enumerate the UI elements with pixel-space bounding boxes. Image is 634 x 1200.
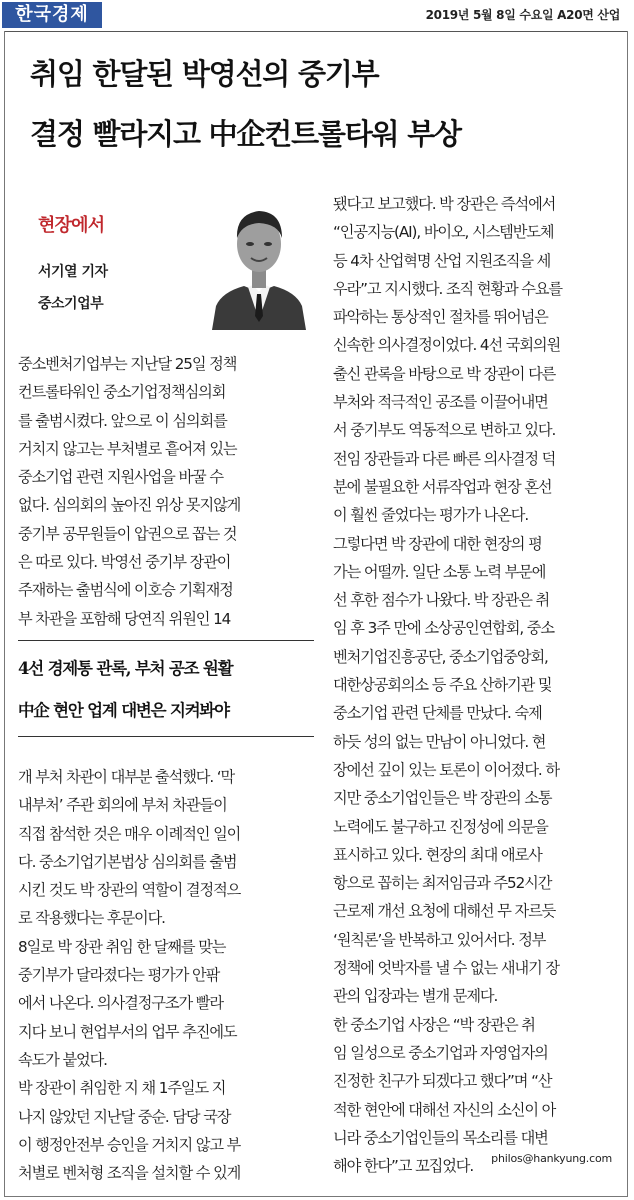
article-text-line: 8일로 박 장관 취임 한 달째를 맞는 [18, 937, 226, 956]
article-text-line: 지다 보니 현업부서의 업무 추진에도 [18, 1022, 237, 1041]
article-text-line: 출신 관록을 바탕으로 박 장관이 다른 [333, 364, 556, 383]
article-text-line: 시킨 것도 박 장관의 역할이 결정적으 [18, 881, 241, 900]
article-text-line: 해야 한다”고 꼬집었다. [333, 1157, 474, 1176]
article-text-line: 없다. 심의회의 높아진 위상 못지않게 [18, 496, 241, 515]
article-text-line: 나지 않았던 지난달 중순. 담당 국장 [18, 1107, 231, 1126]
reporter-photo [210, 188, 308, 330]
article-text-line: 임 후 3주 만에 소상공인연합회, 중소 [333, 619, 554, 638]
article-text-line: 거치지 않고는 부처별로 흩어져 있는 [18, 439, 237, 458]
article-text-line: 한 중소기업 사장은 “박 장관은 취 [333, 1015, 535, 1034]
article-text-line: 표시하고 있다. 현장의 최대 애로사 [333, 845, 542, 864]
left-column-bottom [18, 763, 313, 1187]
subheadline-line-1: 4선 경제통 관록, 부처 공조 원활 [18, 659, 233, 678]
article-text-line: 됐다고 보고했다. 박 장관은 즉석에서 [333, 195, 556, 213]
article-text-line: ‘원칙론’을 반복하고 있어서다. 정부 [333, 930, 546, 949]
article-text-line: 이 행정안전부 승인을 거치지 않고 부 [18, 1135, 241, 1154]
article-text-line: 임 일성으로 중소기업과 자영업자의 [333, 1043, 548, 1062]
article-text-line: 노력에도 불구하고 진정성에 의문을 [333, 817, 548, 836]
article-text-line: 중소기업 관련 지원사업을 바꿀 수 [18, 468, 223, 487]
article-text-line: 다. 중소기업기본법상 심의회를 출범 [18, 852, 237, 871]
article-text-line: 진정한 친구가 되겠다고 했다”며 “산 [333, 1072, 552, 1091]
article-text-line: “인공지능(AI), 바이오, 시스템반도체 [333, 223, 554, 242]
article-text-line: 부 차관을 포함해 당연직 위원인 14 [18, 609, 231, 628]
subheadline-rule-top [18, 640, 314, 641]
headline-line-2: 결정 빨라지고 中企컨트롤타워 부상 [30, 117, 461, 151]
article-text-line: 대한상공회의소 등 주요 산하기관 및 [333, 676, 552, 695]
article-text-line: 속도가 붙었다. [18, 1050, 107, 1069]
article-text-line: 중기부 공무원들이 압권으로 꼽는 것 [18, 524, 237, 543]
subheadline-line-2: 中企 현안 업계 대변은 지켜봐야 [18, 701, 229, 720]
article-text-line: 파악하는 통상적인 절차를 뛰어넘은 [333, 308, 548, 327]
article-text-line: 지만 중소기업인들은 박 장관의 소통 [333, 789, 552, 808]
article-text-line: 주재하는 출범식에 이호승 기획재정 [18, 581, 233, 600]
article-text-line: 로 작용했다는 후문이다. [18, 909, 165, 928]
article-text-line: 직접 참석한 것은 매우 이례적인 일이 [18, 824, 241, 843]
article-text-line: 적한 현안에 대해선 자신의 소신이 아 [333, 1100, 556, 1119]
article-text-line: 중소벤처기업부는 지난달 25일 정책 [18, 355, 237, 373]
dateline: 2019년 5월 8일 수요일 A20면 산업 [425, 8, 620, 22]
article-text-line: 관의 입장과는 별개 문제다. [333, 987, 498, 1006]
article-text-line: 부처와 적극적인 공조를 이끌어내면 [333, 393, 548, 412]
subheadline-rule-bottom [18, 736, 314, 737]
article-text-line: 벤처기업진흥공단, 중소기업중앙회, [333, 647, 548, 666]
article-text-line: 우라”고 지시했다. 조직 현황과 수요를 [333, 279, 562, 298]
article-text-line: 정책에 엇박자를 낼 수 없는 새내기 장 [333, 959, 559, 978]
article-text-line: 장에선 깊이 있는 토론이 이어졌다. 하 [333, 760, 559, 779]
article-text-line: 중기부가 달라졌다는 평가가 안팎 [18, 966, 220, 985]
article-text-line: 가는 어떨까. 일단 소통 노력 부문에 [333, 562, 546, 581]
headline-line-1: 취임 한달된 박영선의 중기부 [30, 57, 379, 91]
article-text-line: 하듯 성의 없는 만남이 아니었다. 현 [333, 732, 546, 751]
reporter-email: philos@hankyung.com [491, 1152, 612, 1165]
article-text-line: 선 후한 점수가 나왔다. 박 장관은 취 [333, 591, 550, 610]
article-text-line: 컨트롤타워인 중소기업정책심의회 [18, 383, 226, 402]
article-text-line: 은 따로 있다. 박영선 중기부 장관이 [18, 553, 231, 572]
article-text-line: 에서 나온다. 의사결정구조가 빨라 [18, 994, 223, 1013]
article-text-line: 서 중기부도 역동적으로 변하고 있다. [333, 421, 556, 440]
right-column [333, 190, 618, 1180]
article-text-line: 개 부처 차관이 대부분 출석했다. ‘막 [18, 768, 235, 786]
byline-box [20, 178, 320, 333]
page-header [0, 0, 634, 30]
article-text-line: 그렇다면 박 장관에 대한 현장의 평 [333, 534, 542, 553]
reporter-department: 중소기업부 [38, 296, 104, 312]
article-text-line: 항으로 꼽히는 최저임금과 주52시간 [333, 874, 552, 893]
article-text-line: 니라 중소기업인들의 목소리를 대변 [333, 1128, 548, 1147]
article-text-line: 내부처’ 주관 회의에 부처 차관들이 [18, 796, 227, 815]
newspaper-masthead: 한국경제 [2, 2, 102, 28]
article-text-line: 를 출범시켰다. 앞으로 이 심의회를 [18, 411, 227, 430]
article-text-line: 이 훨씬 줄었다는 평가가 나온다. [333, 506, 529, 525]
article-text-line: 박 장관이 취임한 지 채 1주일도 지 [18, 1079, 226, 1098]
article-text-line: 근로제 개선 요청에 대해선 무 자르듯 [333, 902, 556, 921]
article-text-line: 분에 불필요한 서류작업과 현장 혼선 [333, 477, 552, 496]
reporter-name: 서기열 기자 [38, 264, 108, 280]
section-label: 현장에서 [38, 215, 105, 236]
left-column-top [18, 350, 313, 633]
article-text-line: 전임 장관들과 다른 빠른 의사결정 덕 [333, 449, 556, 468]
article-text-line: 중소기업 관련 단체를 만났다. 숙제 [333, 704, 542, 723]
article-text-line: 신속한 의사결정이었다. 4선 국회의원 [333, 336, 561, 355]
article-text-line: 처별로 벤처형 조직을 설치할 수 있게 [18, 1164, 241, 1183]
article-text-line: 등 4차 산업혁명 산업 지원조직을 세 [333, 251, 551, 270]
